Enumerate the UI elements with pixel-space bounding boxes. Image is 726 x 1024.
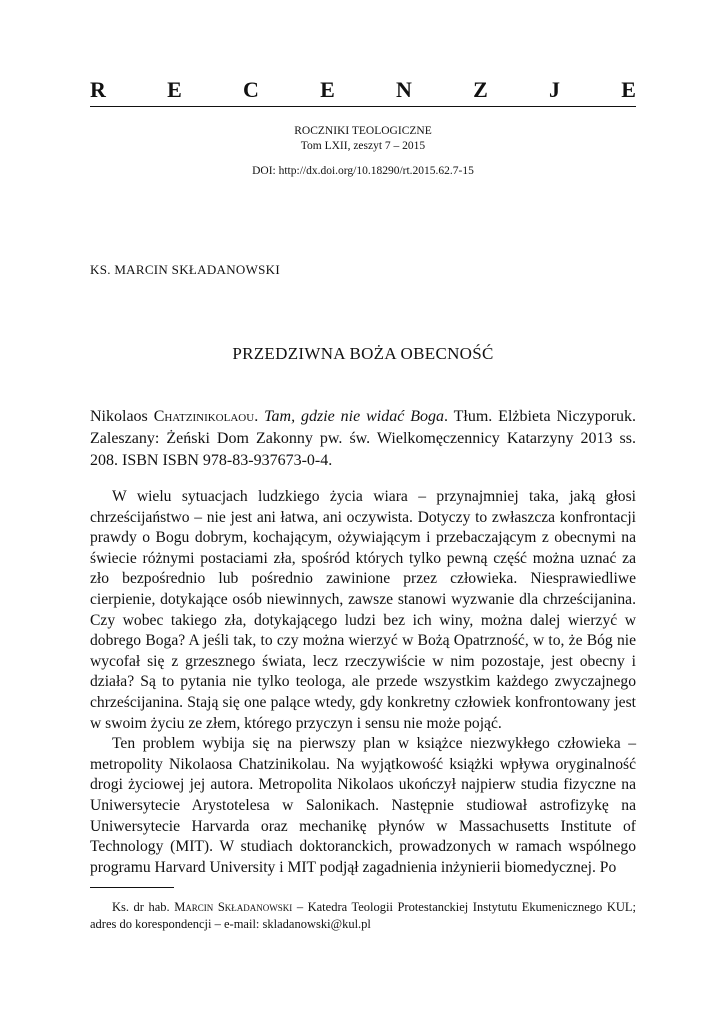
journal-info <box>90 124 636 154</box>
section-letter: Z <box>473 77 488 102</box>
reviewer-name: KS. MARCIN SKŁADANOWSKI <box>90 262 280 277</box>
section-heading <box>90 77 636 103</box>
journal-name: ROCZNIKI TEOLOGICZNE <box>294 125 432 137</box>
section-letter: R <box>90 77 106 102</box>
bibliographic-entry <box>90 406 636 472</box>
paragraph: Ten problem wybija się na pierwszy plan w książce niezwykłego człowieka – metropolity Nikolaosa Chatzinikolau. Na wyjątkowość książki wpływa oryginalność drogi życiowej jej autora. Metropolita Nikolaos ukończył najpierw studia fizyczne na Uniwersytecie Arystotelesa w Salonikach. Następnie studiował astrofizykę na Uniwersytecie Harvarda oraz mechanikę płynów w Massachusetts Institute of Technology (MIT). W studiach doktoranckich, prowadzonych w ramach wspólnego programu Harvard University i MIT podjął zagadnienia inżynierii biomedycznej. Po <box>90 735 636 876</box>
book-author-last: Chatzinikolaou <box>153 408 255 425</box>
section-letter: J <box>549 77 561 102</box>
footnote-name-last: Składanowski <box>217 900 293 914</box>
footnote-name-first: Marcin <box>174 900 214 914</box>
section-letter: E <box>167 77 182 102</box>
paragraph: W wielu sytuacjach ludzkiego życia wiara – przynajmniej taka, jaką głosi chrześcijaństwo – nie jest ani łatwa, ani oczywista. Dotyczy to zwłaszcza konfrontacji prawdy o Bogu dobrym, kochającym, ożywiającym i przebaczającym z obecnymi na świecie różnymi postaciami zła, spośród których tylko pewną część można uznać za zło bezpośrednio lub pośrednio zawinione przez człowieka. Niesprawiedliwe cierpienie, dotykające osób niewinnych, zawsze stanowi wyzwanie dla chrześcijanina. Czy wobec takiego zła, dotykającego ludzi bez ich winy, można dalej wierzyć w dobrego Boga? A jeśli tak, to czy można wierzyć w Bożą Opatrzność, w to, że Bóg nie wycofał się z grzesznego świata, lecz rzeczywiście w nim pozostaje, jest obecny i działa? Są to pytania nie tylko teologa, ale przede wszystkim każdego zwyczajnego chrześcijanina. Stają się one palące wtedy, gdy konkretny człowiek konfrontowany jest w swoim życiu ze złem, którego przyczyn i sensu nie może pojąć. <box>90 488 636 732</box>
journal-page <box>90 0 636 1024</box>
header-rule <box>90 106 636 107</box>
biblio-separator: . <box>254 408 265 425</box>
footnote <box>90 899 636 933</box>
footnote-prefix: Ks. dr hab. <box>112 900 175 914</box>
section-letter: N <box>396 77 412 102</box>
doi-line: DOI: http://dx.doi.org/10.18290/rt.2015.62.7-15 <box>252 165 474 177</box>
section-letter: E <box>320 77 335 102</box>
footnote-rule <box>90 887 174 888</box>
journal-volume: Tom LXII, zeszyt 7 – 2015 <box>300 140 426 152</box>
section-letter: C <box>243 77 259 102</box>
biblio-details: . Tłum. Elżbieta Niczyporuk. Zaleszany: Żeński Dom Zakonny pw. św. Wielkomęczennicy Katarzyny 2013 ss. 208. ISBN ISBN 978-83-937673-0-4. <box>90 408 637 469</box>
footnote-text: – Katedra Teologii Protestanckiej Instytutu Ekumenicznego KUL; adres do korespondencji – e-mail: skladanowski@kul.pl <box>90 900 636 931</box>
section-letter: E <box>621 77 636 102</box>
book-title: Tam, gdzie nie widać Boga <box>264 408 444 425</box>
article-body <box>90 487 636 878</box>
book-author-first: Nikolaos <box>90 408 154 425</box>
review-title: PRZEDZIWNA BOŻA OBECNOŚĆ <box>232 344 494 363</box>
